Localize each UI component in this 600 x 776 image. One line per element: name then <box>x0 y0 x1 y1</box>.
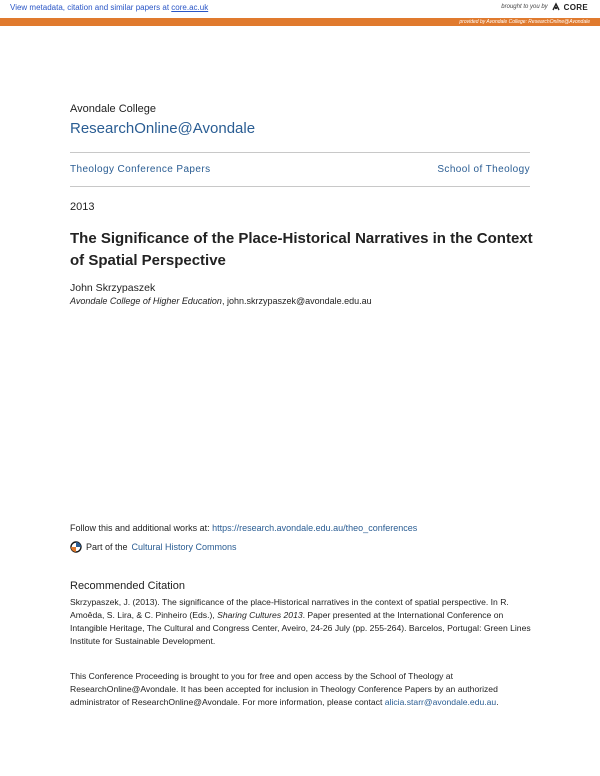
divider <box>70 152 530 153</box>
paper-year: 2013 <box>70 201 95 213</box>
commons-link[interactable]: Cultural History Commons <box>131 542 237 552</box>
core-metadata-link[interactable]: View metadata, citation and similar papers at core.ac.uk <box>10 3 209 12</box>
core-logo-icon <box>551 2 561 12</box>
paper-author: John Skrzypaszek <box>70 282 156 294</box>
provided-by-text: provided by Avondale College: ResearchOnline@Avondale <box>459 19 590 25</box>
core-logo-text: CORE <box>563 2 588 12</box>
author-email[interactable]: john.skrzypaszek@avondale.edu.au <box>226 296 372 306</box>
citation-text: Skrzypaszek, J. (2013). The significance of the place-Historical narratives in the context of spatial perspective. In R. Amoêda, S. Lira, & C. Pinheiro (Eds.), Sharing Cultures 2013. Paper presented at the International Conference on Intangible Heritage, The Cultural and Congress Center, Aveiro, 24-26 July (pp. 255-264). Barcelos, Portugal: Green Lines Institute for Sustainable Development. <box>70 597 531 646</box>
part-of-line: Part of the Cultural History Commons <box>70 541 237 553</box>
core-banner <box>0 0 600 18</box>
recommended-citation-heading: Recommended Citation <box>70 580 185 592</box>
brought-by-label: brought to you by <box>501 4 548 10</box>
core-domain-link[interactable]: core.ac.uk <box>171 3 209 12</box>
author-affiliation: Avondale College of Higher Education, john.skrzypaszek@avondale.edu.au <box>70 296 372 306</box>
school-link[interactable]: School of Theology <box>437 164 530 175</box>
access-notice: This Conference Proceeding is brought to you for free and open access by the School of Theology at ResearchOnline@Avondale. It has been accepted for inclusion in Theology Conference Papers by an authorized administrator of ResearchOnline@Avondale. For more information, please contact alicia.starr@avondale.edu.au. <box>70 671 499 707</box>
series-link[interactable]: Theology Conference Papers <box>70 164 211 175</box>
commons-icon <box>70 541 82 553</box>
repository-title[interactable]: ResearchOnline@Avondale <box>70 120 256 137</box>
divider <box>70 186 530 187</box>
core-branding <box>501 2 588 12</box>
collection-url-link[interactable]: https://research.avondale.edu.au/theo_conferences <box>212 523 418 533</box>
institution-name: Avondale College <box>70 103 157 115</box>
paper-title: The Significance of the Place-Historical Narratives in the Context of Spatial Perspective <box>70 230 533 269</box>
contact-email-link[interactable]: alicia.starr@avondale.edu.au <box>384 697 497 707</box>
follow-line: Follow this and additional works at: https://research.avondale.edu.au/theo_conferences <box>70 523 418 533</box>
provided-by-bar <box>0 18 600 26</box>
